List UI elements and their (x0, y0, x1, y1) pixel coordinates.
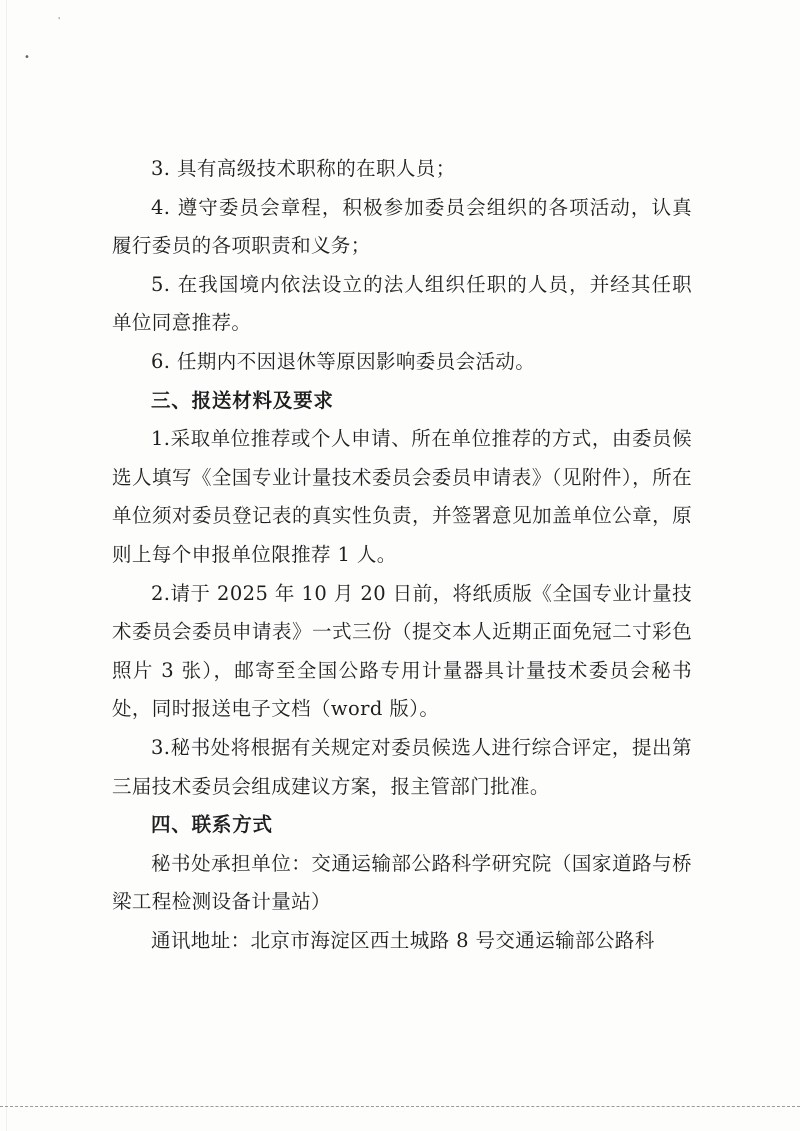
scan-mark: ' (58, 16, 61, 25)
section-heading-contact: 四、联系方式 (151, 813, 273, 837)
submission-item-3: 3.秘书处将根据有关规定对委员候选人进行综合评定，提出第三届技术委员会组成建议方案，报主管部门批准。 (112, 735, 692, 798)
contact-address: 通讯地址：北京市海淀区西土城路 8 号交通运输部公路科 (151, 928, 655, 952)
requirement-item-3: 3. 具有高级技术职称的在职人员； (151, 157, 456, 180)
requirement-item-5: 5. 在我国境内依法设立的法人组织任职的人员，并经其任职单位同意推荐。 (112, 272, 692, 335)
submission-item-2: 2.请于 2025 年 10 月 20 日前，将纸质版《全国专业计量技术委员会委员申请表》一式三份（提交本人近期正面免冠二寸彩色照片 3 张），邮寄至全国公路专用计量器具计量技术委员会秘书处，同时报送电子文档（word 版）。 (112, 581, 692, 721)
submission-item-1: 1.采取单位推荐或个人申请、所在单位推荐的方式，由委员候选人填写《全国专业计量技术委员会委员申请表》（见附件），所在单位须对委员登记表的真实性负责，并签署意见加盖单位公章，原则上每个申报单位限推荐 1 人。 (112, 427, 692, 566)
requirement-item-4: 4. 遵守委员会章程，积极参加委员会组织的各项活动，认真履行委员的各项职责和义务； (112, 195, 692, 258)
scan-edge (6, 0, 7, 1131)
page-bottom-divider (0, 1106, 800, 1107)
contact-organization: 秘书处承担单位：交通运输部公路科学研究院（国家道路与桥梁工程检测设备计量站） (112, 851, 692, 914)
document-body (112, 150, 692, 960)
scan-mark: • (24, 52, 30, 63)
section-heading-submission: 三、报送材料及要求 (151, 388, 334, 412)
requirement-item-6: 6. 任期内不因退休等原因影响委员会活动。 (151, 349, 536, 373)
